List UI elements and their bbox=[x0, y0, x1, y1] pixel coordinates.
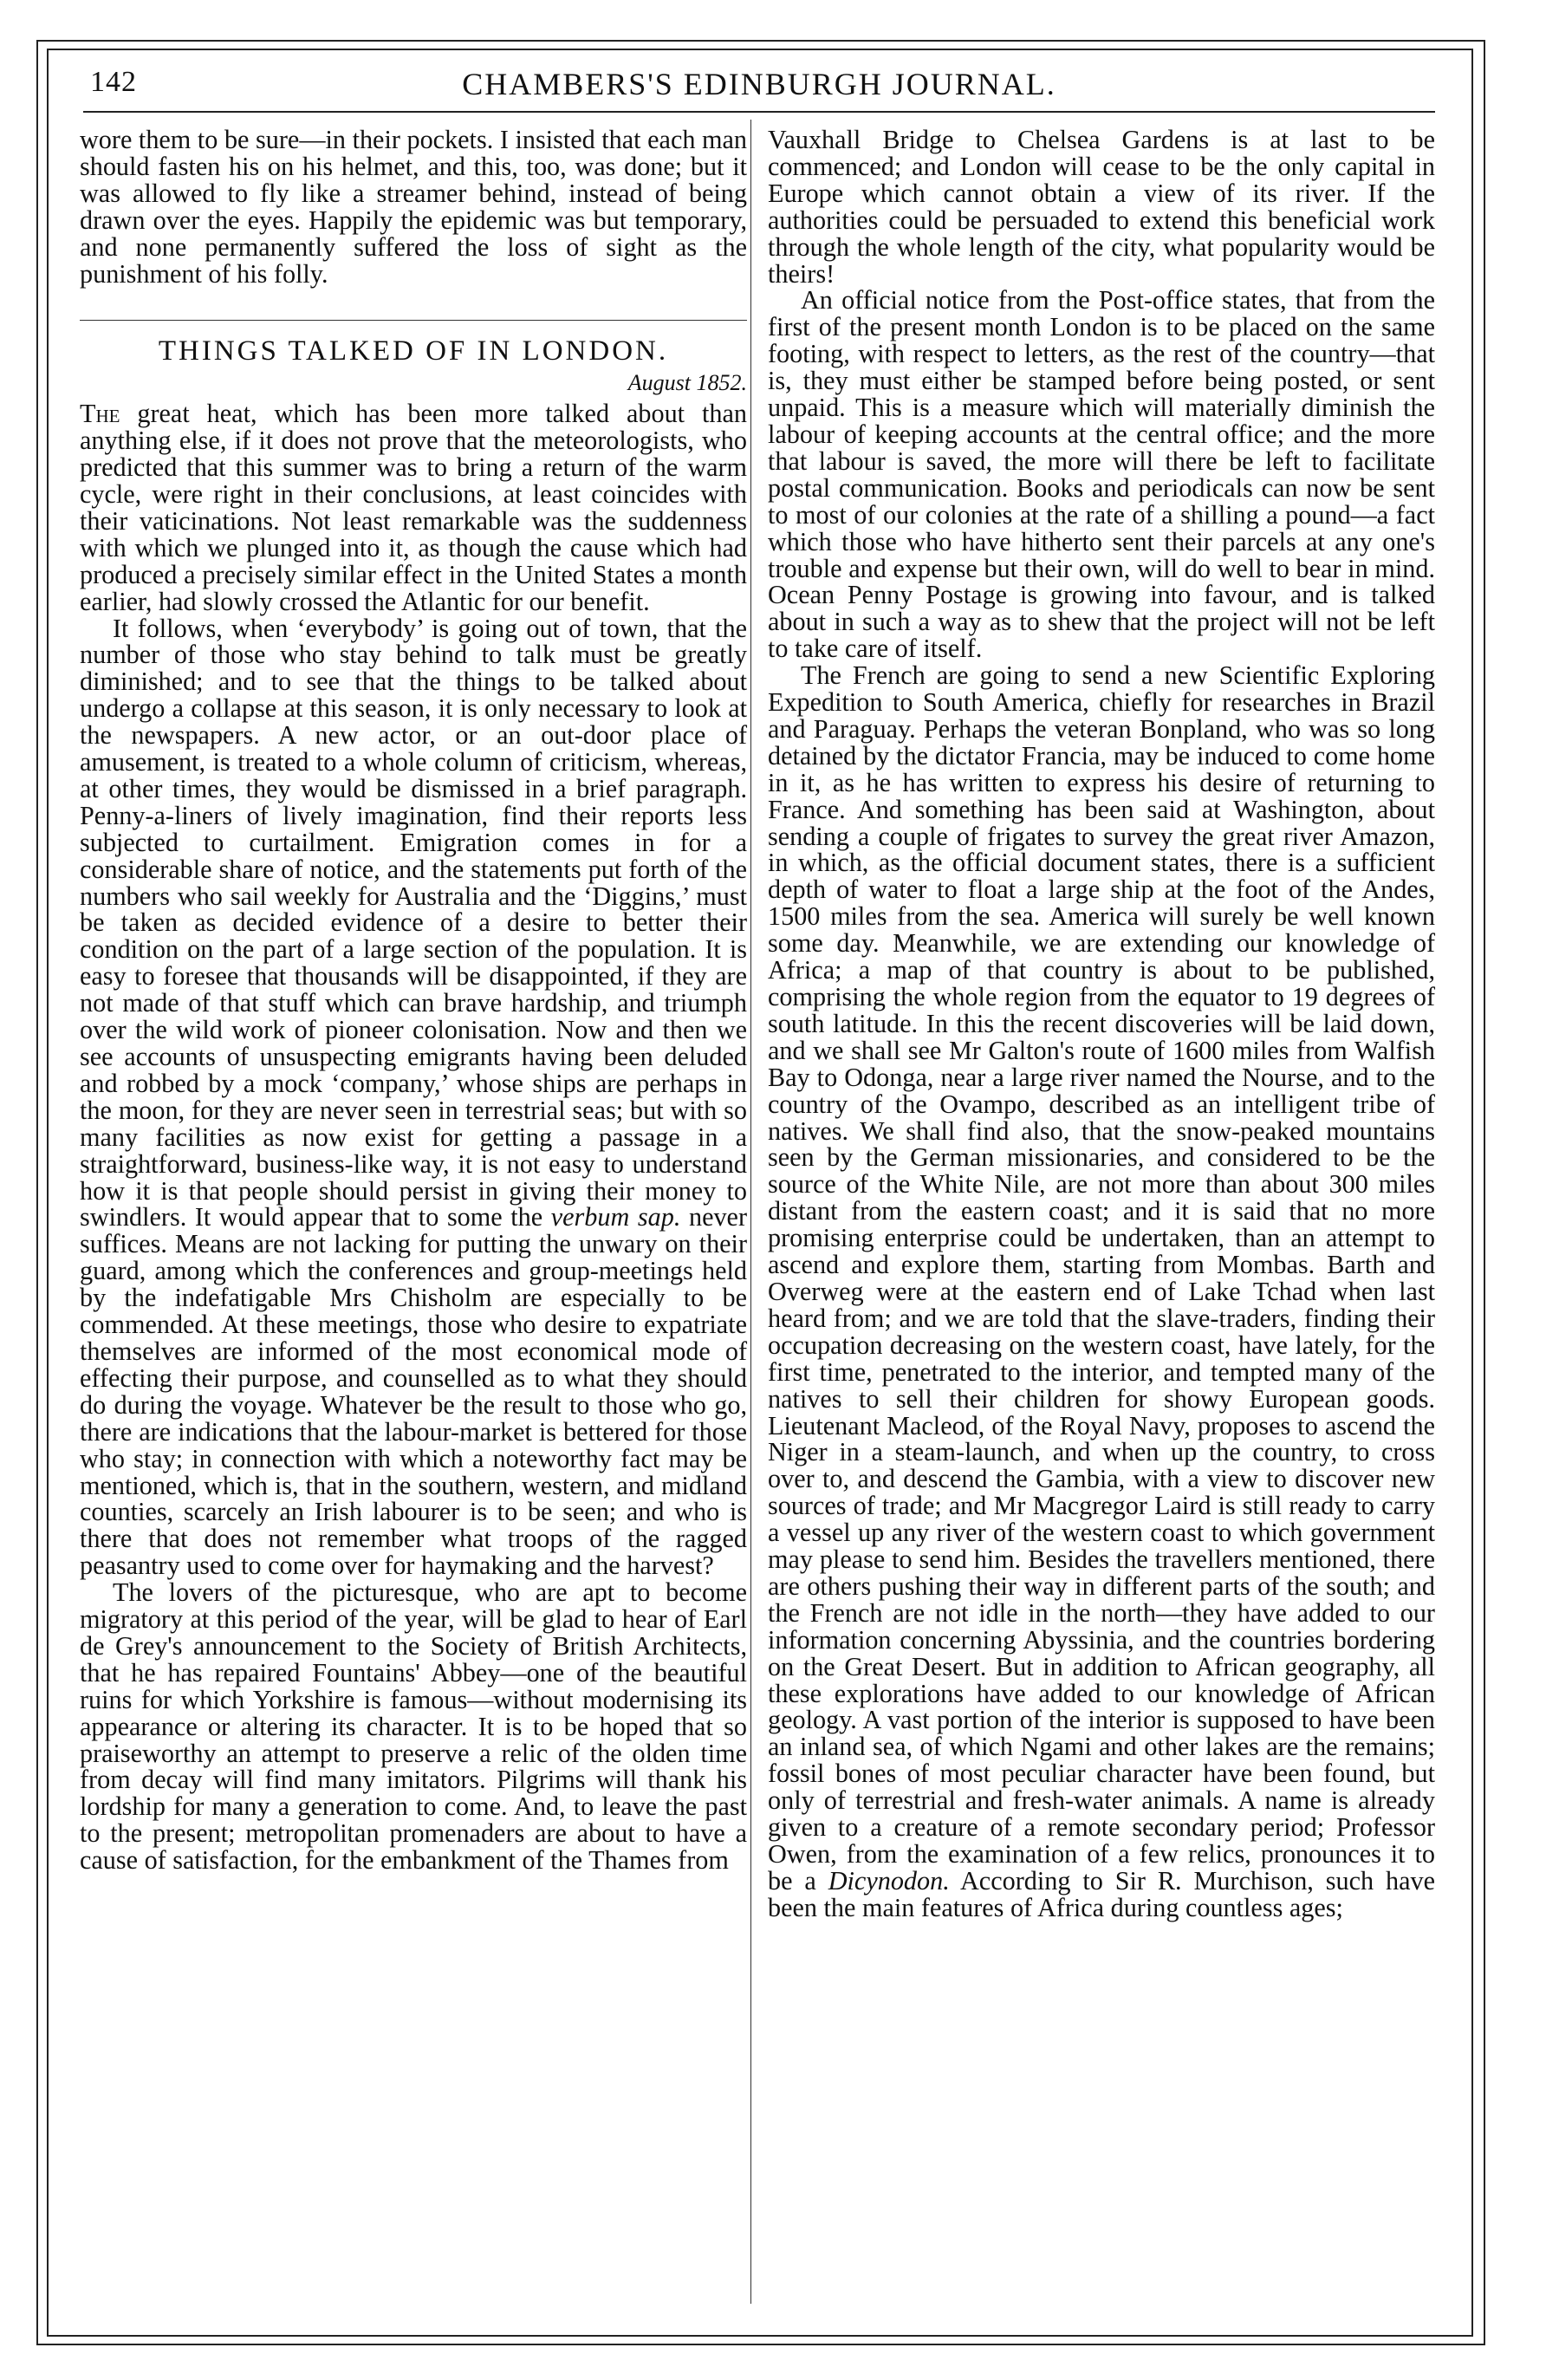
page-header bbox=[83, 59, 1435, 113]
column-divider bbox=[750, 120, 751, 2304]
italic-phrase: Dicynodon. bbox=[828, 1865, 950, 1896]
page-number: 142 bbox=[90, 66, 137, 98]
article-paragraph-2 bbox=[80, 615, 747, 1580]
article-paragraph-5: An official notice from the Post-office states, that from the first of the present month London is to be placed on the same footing, with respect to letters, as the rest of the country—that is, they must either be stamped before being posted, or sent unpaid. This is a measure which will materially diminish the labour of keeping accounts at the central office; and the more that labour is saved, the more will there be left to facilitate postal communication. Books and periodicals can now be sent to most of our colonies at the rate of a shilling a pound—a fact which those who have hitherto sent their parcels at any one's trouble and expense but their own, will do well to bear in mind. Ocean Penny Postage is growing into favour, and is talked about in such a way as to shew that the project will not be left to take care of itself. bbox=[768, 285, 1435, 664]
dateline: August 1852. bbox=[627, 370, 747, 396]
article-paragraph-4: Vauxhall Bridge to Chelsea Gardens is at last to be commenced; and London will cease to be the only capital in Europe which cannot obtain a view of its river. If the authorities could be persuaded to extend this beneficial work through the whole length of the city, what popularity would be theirs! bbox=[768, 125, 1435, 289]
intro-paragraph: wore them to be sure—in their pockets. I insisted that each man should fasten his on his helmet, and this, too, was done; but it was allowed to fly like a streamer behind, instead of being drawn over the eyes. Happily the epidemic was but temporary, and none permanently suffered the loss of sight as the punishment of his folly. bbox=[80, 125, 747, 289]
article-paragraph-6 bbox=[768, 662, 1435, 1922]
paragraph-text: The French are going to send a new Scientific Exploring Expedition to South America, chiefly for researches in Brazil and Paraguay. Perhaps the veteran Bonpland, who was so long detained by the dictator Francia, may be induced to come home in it, as he has written to express his desire of returning to France. And something has been said at Washington, about sending a couple of frigates to survey the great river Amazon, in which, as the official document states, there is a sufficient depth of water to float a large ship at the foot of the Andes, 1500 miles from the sea. America will surely be well known some day. Meanwhile, we are extending our knowledge of Africa; a map of that country is about to be published, comprising the whole region from the equator to 19 degrees of south latitude. In this the recent discoveries will be laid down, and we shall see Mr Galton's route of 1600 miles from Walfish Bay to Odonga, near a large river named the Nourse, and to the country of the Ovampo, described as an intelligent tribe of natives. We shall find also, that the snow-peaked mountains seen by the German missionaries, and considered to be the source of the White Nile, are not more than about 300 miles distant from the eastern coast; and it is said that no more promising enterprise could be undertaken, than an attempt to ascend and explore them, starting from Mombas. Barth and Overweg were at the eastern end of Lake Tchad when last heard from; and we are told that the slave-traders, finding their occupation decreasing on the western coast, have lately, for the first time, penetrated to the interior, and tempted many of the natives to sell their children for showy European goods. Lieutenant Macleod, of the Royal Navy, proposes to ascend the Niger in a steam-launch, and when up the country, to cross over to, and descend the Gambia, with a view to discover new sources of trade; and Mr Macgregor Laird is still ready to carry a vessel up any river of the western coast to which government may please to send him. Besides the travellers mentioned, there are others pushing their way in different parts of the south; and the French are not idle in the north—they have added to our information concerning Abyssinia, and the countries bordering on the Great Desert. But in addition to African geography, all these explorations have added to our knowledge of African geology. A vast portion of the interior is supposed to have been an inland sea, of which Ngami and other lakes are the remains; fossil bones of most peculiar character have been found, but only of terrestrial and fresh-water animals. A name is already given to a creature of a remote secondary period; Professor Owen, from the examination of a few relics, pronounces it to be a bbox=[768, 660, 1435, 1896]
lead-word: The bbox=[80, 399, 120, 429]
paragraph-text: According to Sir R. Murchison, such have been the main features of Africa during countless ages; bbox=[768, 1865, 1435, 1922]
paragraph-text: It follows, when ‘everybody’ is going out of town, that the number of those who stay behind to talk must be greatly diminished; and to see that the things to be talked about undergo a collapse at this season, it is only necessary to look at the newspapers. A new actor, or an out-door place of amusement, is treated to a whole column of criticism, whereas, at other times, they would be dismissed in a brief paragraph. Penny-a-liners of lively imagination, find their reports less subjected to curtailment. Emigration comes in for a considerable share of notice, and the statements put forth of the numbers who sail weekly for Australia and the ‘Diggins,’ must be taken as decided evidence of a desire to better their condition on the part of a large section of the population. It is easy to foresee that thousands will be disappointed, if they are not made of that stuff which can brave hardship, and triumph over the wild work of pioneer colonisation. Now and then we see accounts of unsuspecting emigrants having been deluded and robbed by a mock ‘company,’ whose ships are perhaps in the moon, for they are never seen in terrestrial seas; but with so many facilities as now exist for getting a passage in a straightforward, business-like way, it is not easy to understand how it is that people should persist in giving their money to swindlers. It would appear that to some the bbox=[80, 613, 747, 1232]
article-paragraph-3: The lovers of the picturesque, who are apt to become migratory at this period of the year, will be glad to hear of Earl de Grey's announcement to the Society of British Architects, that he has repaired Fountains' Abbey—one of the beautiful ruins for which Yorkshire is famous—without modernising its appearance or altering its character. It is to be hoped that so praiseworthy an attempt to preserve a relic of the olden time from decay will find many imitators. Pilgrims will thank his lordship for many a generation to come. And, to leave the past to the present; metropolitan promenaders are about to have a cause of satisfaction, for the embankment of the Thames from bbox=[80, 1577, 747, 1876]
paragraph-text: great heat, which has been more talked about than anything else, if it does not prove that the meteorologists, who predicted that this summer was to bring a return of the warm cycle, were right in their conclusions, at least coincides with their vaticinations. Not least remarkable was the suddenness with which we plunged into it, as though the cause which had produced a precisely similar effect in the United States a month earlier, had slowly crossed the Atlantic for our benefit. bbox=[80, 399, 747, 616]
paragraph-text: never suffices. Means are not lacking for putting the unwary on their guard, among which the conferences and group-meetings held by the indefatigable Mrs Chisholm are especially to be commended. At these meetings, those who desire to expatriate themselves are informed of the most economical mode of effecting their purpose, and counselled as to what they should do during the voyage. Whatever be the result to those who go, there are indications that the labour-market is bettered for those who stay; in connection with which a noteworthy fact may be mentioned, which is, that in the southern, western, and midland counties, scarcely an Irish labourer is to be seen; and who is there that does not remember what troops of the ragged peasantry used to come over for haymaking and the harvest? bbox=[80, 1202, 748, 1581]
right-column bbox=[768, 127, 1435, 1922]
article-paragraph-1 bbox=[80, 400, 747, 615]
section-title: THINGS TALKED OF IN LONDON. bbox=[158, 335, 669, 367]
italic-phrase: verbum sap. bbox=[550, 1202, 681, 1232]
left-column bbox=[80, 127, 747, 1874]
section-divider bbox=[80, 320, 747, 321]
journal-title: CHAMBERS'S EDINBURGH JOURNAL. bbox=[462, 67, 1056, 101]
